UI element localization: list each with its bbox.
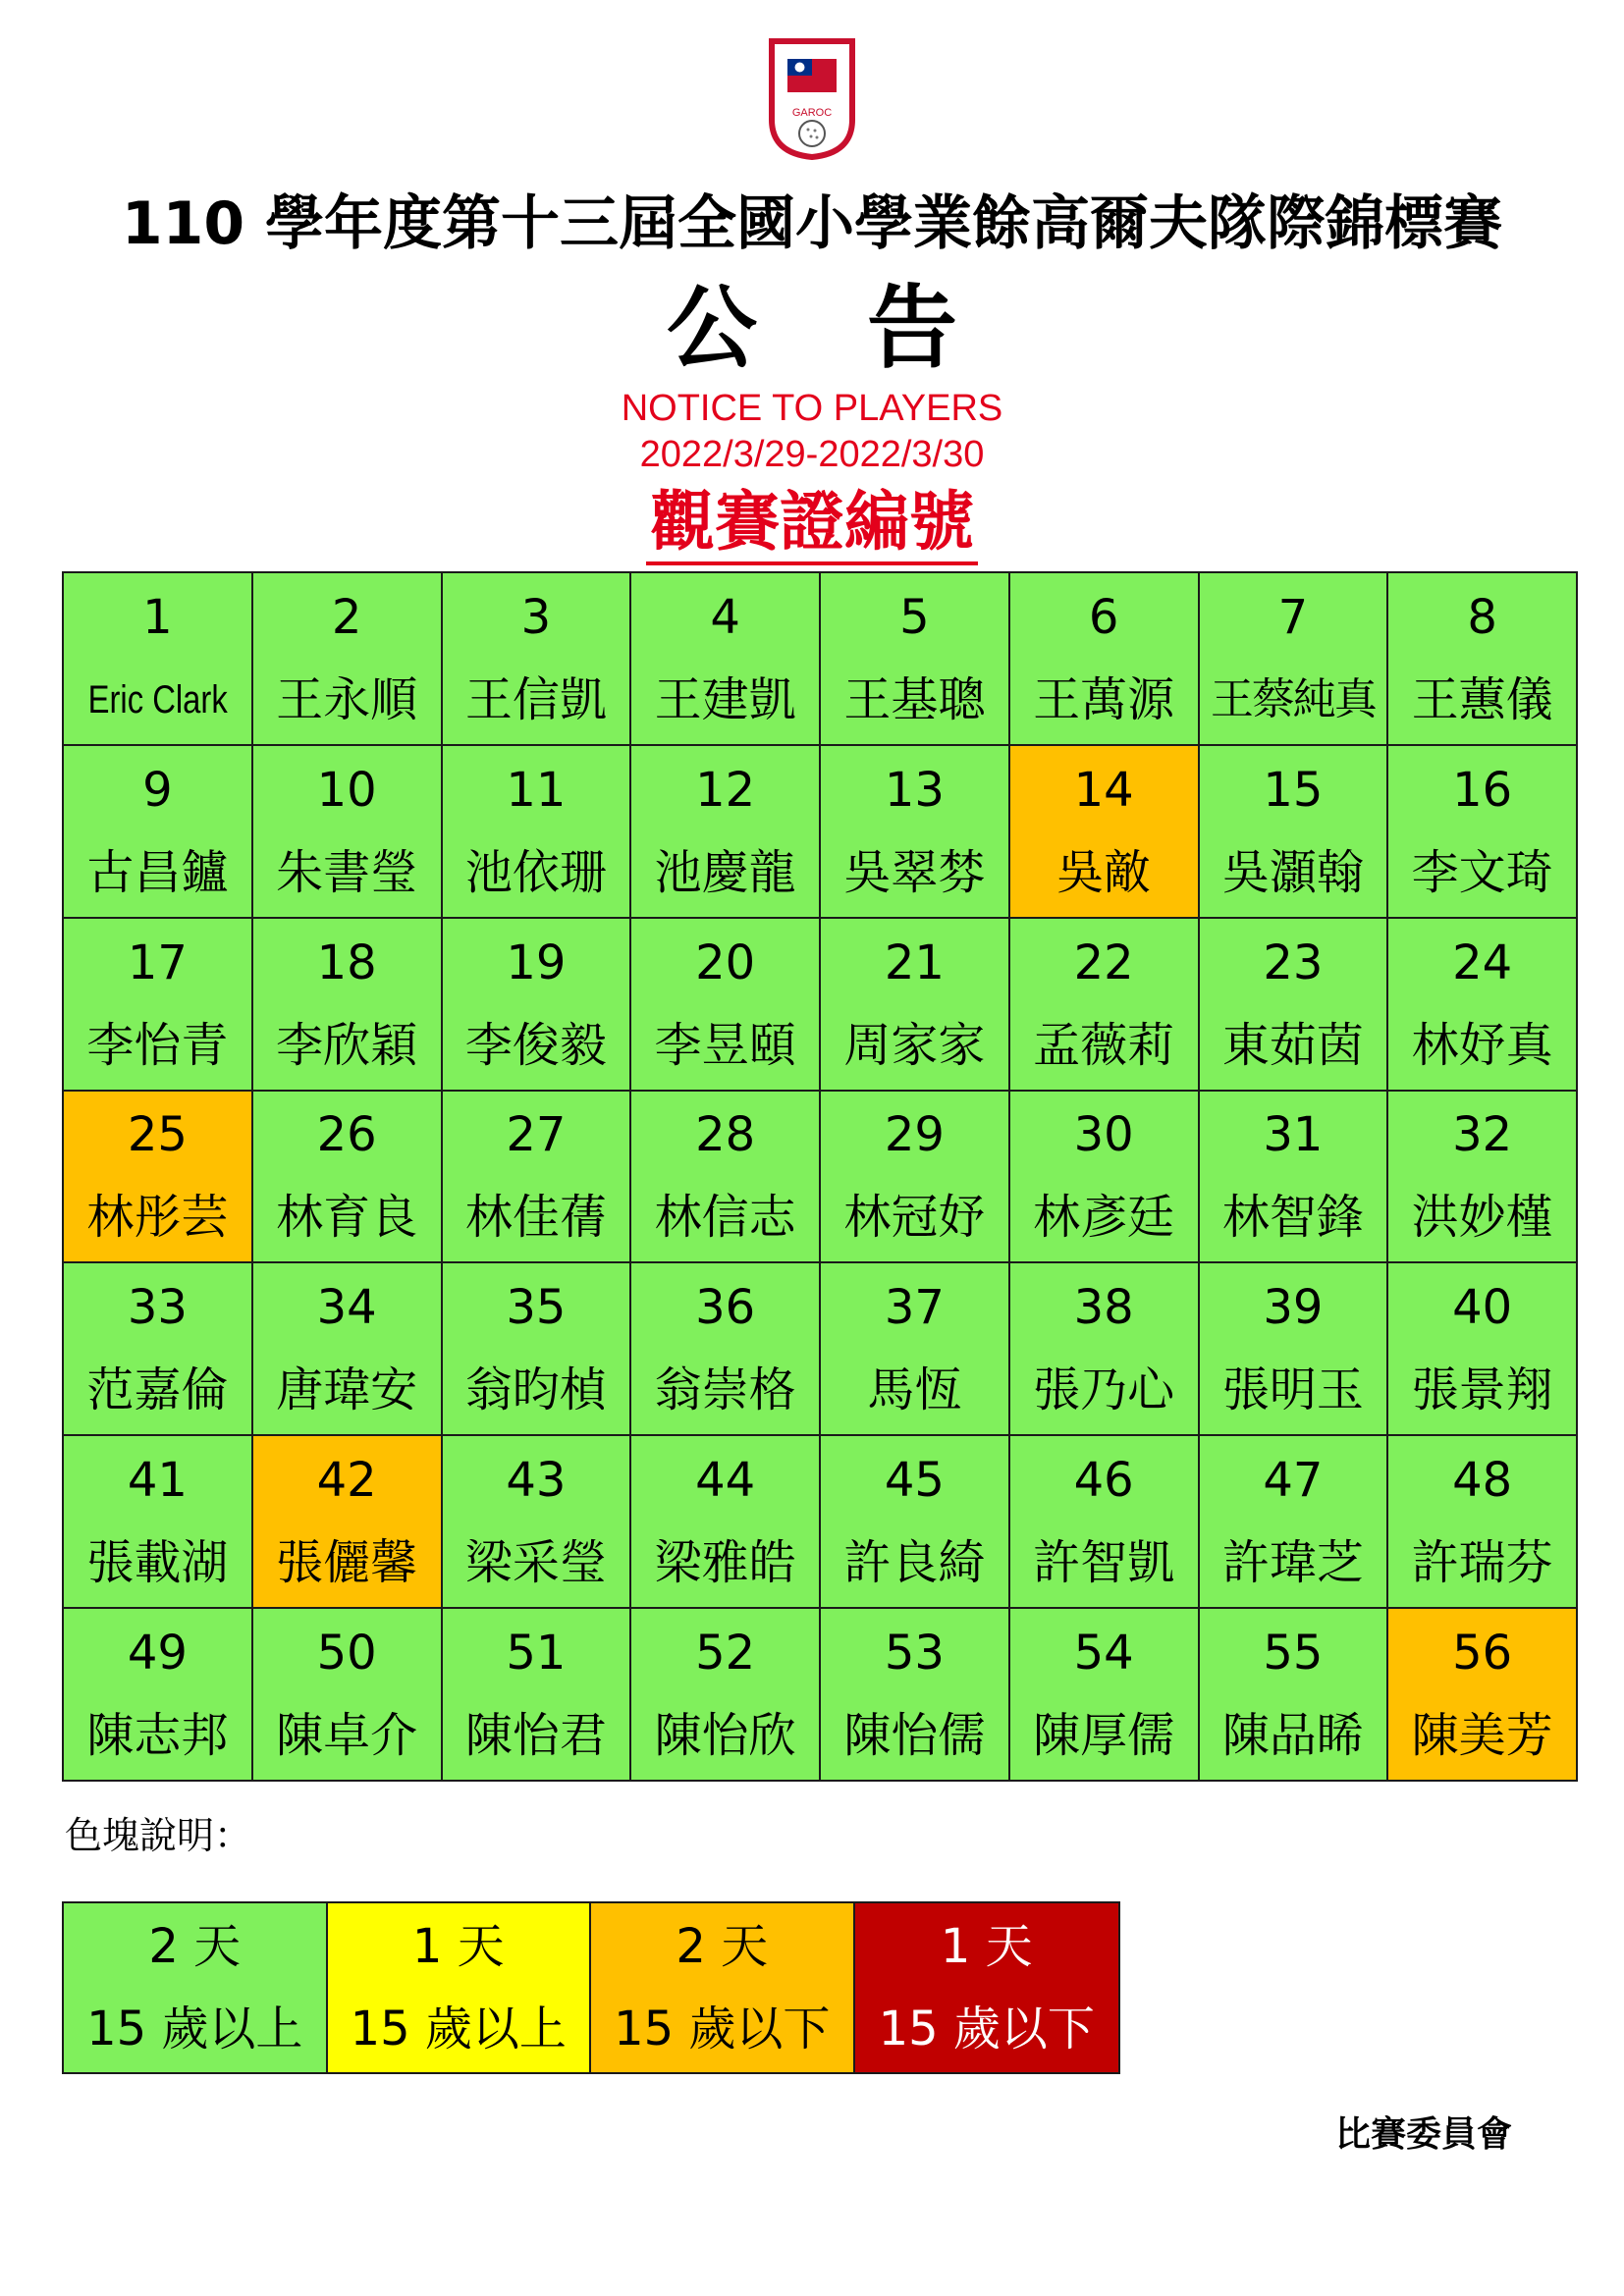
table-cell (443, 573, 632, 746)
pass-number: 3 (520, 589, 552, 645)
pass-number: 46 (1073, 1453, 1134, 1509)
pass-number: 54 (1073, 1626, 1134, 1682)
table-cell (253, 1263, 443, 1436)
table-cell (821, 746, 1010, 919)
table-cell (821, 573, 1010, 746)
page-title: 110 學年度第十三屆全國小學業餘高爾夫隊際錦標賽 (121, 189, 1503, 258)
table-cell (631, 1609, 821, 1782)
table-cell (1200, 1609, 1389, 1782)
player-name: 唐瑋安 (276, 1362, 418, 1418)
player-name: 陳品睎 (1221, 1708, 1364, 1764)
table-cell (64, 1263, 253, 1436)
legend-days: 1 天 (940, 1919, 1033, 1974)
pass-number: 20 (695, 934, 756, 990)
legend-days: 2 天 (676, 1919, 769, 1974)
logo-text: GAROC (791, 107, 833, 119)
notice-label: NOTICE TO PLAYERS (621, 388, 1003, 429)
pass-number: 47 (1263, 1453, 1324, 1509)
player-name: 許瑞芬 (1411, 1535, 1553, 1591)
player-name: 王永順 (276, 671, 418, 727)
legend-item (64, 1903, 328, 2072)
pass-number: 27 (506, 1107, 567, 1163)
player-name: 范嘉倫 (86, 1362, 229, 1418)
pass-number: 36 (695, 1280, 756, 1336)
pass-number: 49 (127, 1626, 188, 1682)
player-name: 陳怡君 (464, 1708, 607, 1764)
pass-number: 4 (710, 589, 740, 645)
pass-number: 41 (127, 1453, 188, 1509)
player-name: 林佳蒨 (464, 1190, 607, 1246)
player-name: 馬恆 (867, 1362, 962, 1418)
table-cell (443, 919, 632, 1092)
table-cell (1388, 746, 1578, 919)
table-cell (1010, 1609, 1200, 1782)
player-name: 李昱頤 (654, 1017, 796, 1073)
player-name: 李怡青 (86, 1017, 229, 1073)
player-name: 李欣穎 (276, 1017, 418, 1073)
table-cell (1388, 1092, 1578, 1264)
committee-signature: 比賽委員會 (1335, 2114, 1513, 2155)
pass-number: 19 (506, 934, 567, 990)
table-cell (443, 1092, 632, 1264)
legend-item (591, 1903, 855, 2072)
player-name: 許瑋芝 (1221, 1535, 1364, 1591)
legend-age: 15 歲以下 (614, 2002, 831, 2056)
legend-item (328, 1903, 592, 2072)
table-cell (1010, 919, 1200, 1092)
table-cell (253, 1092, 443, 1264)
pass-number: 11 (506, 762, 567, 818)
player-name: 梁雅皓 (654, 1535, 796, 1591)
player-name: 陳美芳 (1411, 1708, 1553, 1764)
pass-number: 7 (1277, 589, 1309, 645)
legend-item (855, 1903, 1119, 2072)
pass-number: 56 (1452, 1626, 1513, 1682)
pass-number: 2 (331, 589, 362, 645)
player-name: 張景翔 (1411, 1362, 1553, 1418)
player-name: 王萬源 (1033, 671, 1175, 727)
pass-number: 51 (506, 1626, 567, 1682)
pass-number: 28 (695, 1107, 756, 1163)
table-cell (64, 1092, 253, 1264)
pass-number: 25 (127, 1107, 188, 1163)
table-cell (253, 919, 443, 1092)
table-cell (1200, 1263, 1389, 1436)
table-cell (443, 746, 632, 919)
table-cell (1388, 1436, 1578, 1609)
table-cell (1010, 573, 1200, 746)
legend-title: 色塊說明： (65, 1814, 252, 1857)
table-cell (1200, 1092, 1389, 1264)
player-name: 池慶龍 (654, 844, 796, 900)
pass-number: 22 (1073, 934, 1134, 990)
table-cell (253, 1609, 443, 1782)
table-cell (821, 1092, 1010, 1264)
legend-age: 15 歲以上 (350, 2002, 567, 2056)
table-cell (1010, 1092, 1200, 1264)
table-cell (443, 1436, 632, 1609)
player-name: 張儷馨 (276, 1535, 418, 1591)
player-name: 朱書瑩 (276, 844, 418, 900)
player-name: 林彤芸 (86, 1190, 229, 1246)
pass-number: 40 (1452, 1280, 1513, 1336)
pass-number: 26 (316, 1107, 377, 1163)
pass-number: 42 (316, 1453, 377, 1509)
table-cell (1200, 746, 1389, 919)
player-name: 周家家 (843, 1017, 986, 1073)
table-cell (1388, 1609, 1578, 1782)
table-cell (64, 1609, 253, 1782)
pass-number: 53 (884, 1626, 945, 1682)
pass-number: 44 (695, 1453, 756, 1509)
pass-number: 32 (1452, 1107, 1513, 1163)
pass-number: 30 (1073, 1107, 1134, 1163)
pass-number: 23 (1263, 934, 1324, 990)
table-cell (821, 1609, 1010, 1782)
player-name: Eric Clark (87, 677, 228, 721)
pass-number: 13 (884, 762, 945, 818)
player-name: 李文琦 (1411, 844, 1553, 900)
table-cell (443, 1609, 632, 1782)
player-name: 陳志邦 (86, 1708, 229, 1764)
pass-number: 17 (127, 934, 188, 990)
player-name: 林育良 (276, 1190, 418, 1246)
player-name: 陳厚儒 (1033, 1708, 1175, 1764)
table-cell (1388, 573, 1578, 746)
pass-number: 14 (1073, 762, 1134, 818)
pass-number: 8 (1467, 589, 1497, 645)
table-cell (253, 1436, 443, 1609)
table-cell (1388, 919, 1578, 1092)
player-name: 吳翠棼 (843, 844, 986, 900)
table-cell (1010, 1436, 1200, 1609)
table-cell (1200, 1436, 1389, 1609)
date-range: 2022/3/29-2022/3/30 (639, 434, 985, 475)
table-cell (443, 1263, 632, 1436)
pass-number: 6 (1088, 589, 1119, 645)
player-name: 吳敵 (1056, 844, 1152, 900)
pass-number: 15 (1263, 762, 1324, 818)
player-name: 陳怡儒 (843, 1708, 986, 1764)
player-name: 王信凱 (464, 671, 607, 727)
table-cell (253, 746, 443, 919)
table-cell (821, 1263, 1010, 1436)
garoc-logo (766, 37, 858, 161)
player-name: 林智鋒 (1221, 1190, 1364, 1246)
player-name: 林彥廷 (1033, 1190, 1175, 1246)
table-cell (1200, 919, 1389, 1092)
pass-number: 48 (1452, 1453, 1513, 1509)
player-name: 東茹茵 (1221, 1017, 1364, 1073)
table-cell (64, 919, 253, 1092)
pass-number: 33 (127, 1280, 188, 1336)
table-cell (253, 573, 443, 746)
player-name: 張乃心 (1033, 1362, 1175, 1418)
pass-number: 34 (316, 1280, 377, 1336)
color-legend (62, 1901, 1120, 2074)
table-cell (1388, 1263, 1578, 1436)
pass-number: 1 (142, 589, 173, 645)
player-name: 王蕙儀 (1411, 671, 1553, 727)
pass-number: 55 (1263, 1626, 1324, 1682)
player-name: 林冠妤 (843, 1190, 986, 1246)
table-cell (1010, 1263, 1200, 1436)
table-cell (631, 573, 821, 746)
legend-age: 15 歲以上 (86, 2002, 303, 2056)
pass-number: 24 (1452, 934, 1513, 990)
player-name: 許良綺 (843, 1535, 986, 1591)
pass-number: 38 (1073, 1280, 1134, 1336)
pass-number: 21 (884, 934, 945, 990)
player-name: 梁采瑩 (464, 1535, 607, 1591)
pass-number: 31 (1263, 1107, 1324, 1163)
table-cell (631, 1436, 821, 1609)
player-name: 池依珊 (464, 844, 607, 900)
player-name: 孟薇莉 (1033, 1017, 1175, 1073)
legend-age: 15 歲以下 (878, 2002, 1095, 2056)
pass-number-table (62, 571, 1578, 1782)
pass-number: 39 (1263, 1280, 1324, 1336)
pass-number: 45 (884, 1453, 945, 1509)
table-cell (1010, 746, 1200, 919)
legend-days: 2 天 (148, 1919, 242, 1974)
table-cell (821, 1436, 1010, 1609)
pass-number-heading (0, 485, 1624, 565)
player-name: 林信志 (654, 1190, 796, 1246)
pass-number: 50 (316, 1626, 377, 1682)
table-cell (64, 1436, 253, 1609)
pass-number: 18 (316, 934, 377, 990)
player-name: 林妤真 (1411, 1017, 1553, 1073)
pass-number: 29 (884, 1107, 945, 1163)
pass-number: 43 (506, 1453, 567, 1509)
heading-text: 觀賽證編號 (646, 485, 978, 565)
pass-number: 16 (1452, 762, 1513, 818)
table-cell (821, 919, 1010, 1092)
player-name: 陳卓介 (276, 1708, 418, 1764)
player-name: 洪妙槿 (1411, 1190, 1553, 1246)
player-name: 翁昀楨 (464, 1362, 607, 1418)
player-name: 張明玉 (1221, 1362, 1364, 1418)
table-cell (1200, 573, 1389, 746)
player-name: 吳灝翰 (1221, 844, 1364, 900)
player-name: 古昌鑪 (86, 844, 229, 900)
player-name: 翁崇格 (654, 1362, 796, 1418)
table-cell (631, 1092, 821, 1264)
player-name: 陳怡欣 (654, 1708, 796, 1764)
table-cell (631, 1263, 821, 1436)
pass-number: 37 (884, 1280, 945, 1336)
pass-number: 12 (695, 762, 756, 818)
table-cell (631, 746, 821, 919)
table-cell (64, 746, 253, 919)
player-name: 王蔡純真 (1210, 673, 1376, 724)
announcement-title: 公 告 (666, 276, 998, 381)
pass-number: 5 (899, 589, 930, 645)
player-name: 王建凱 (654, 671, 796, 727)
pass-number: 52 (695, 1626, 756, 1682)
table-cell (631, 919, 821, 1092)
player-name: 許智凱 (1033, 1535, 1175, 1591)
pass-number: 10 (316, 762, 377, 818)
pass-number: 35 (506, 1280, 567, 1336)
table-cell (64, 573, 253, 746)
player-name: 張載湖 (86, 1535, 229, 1591)
legend-days: 1 天 (411, 1919, 505, 1974)
player-name: 李俊毅 (464, 1017, 607, 1073)
pass-number: 9 (142, 762, 173, 818)
player-name: 王基聰 (843, 671, 986, 727)
